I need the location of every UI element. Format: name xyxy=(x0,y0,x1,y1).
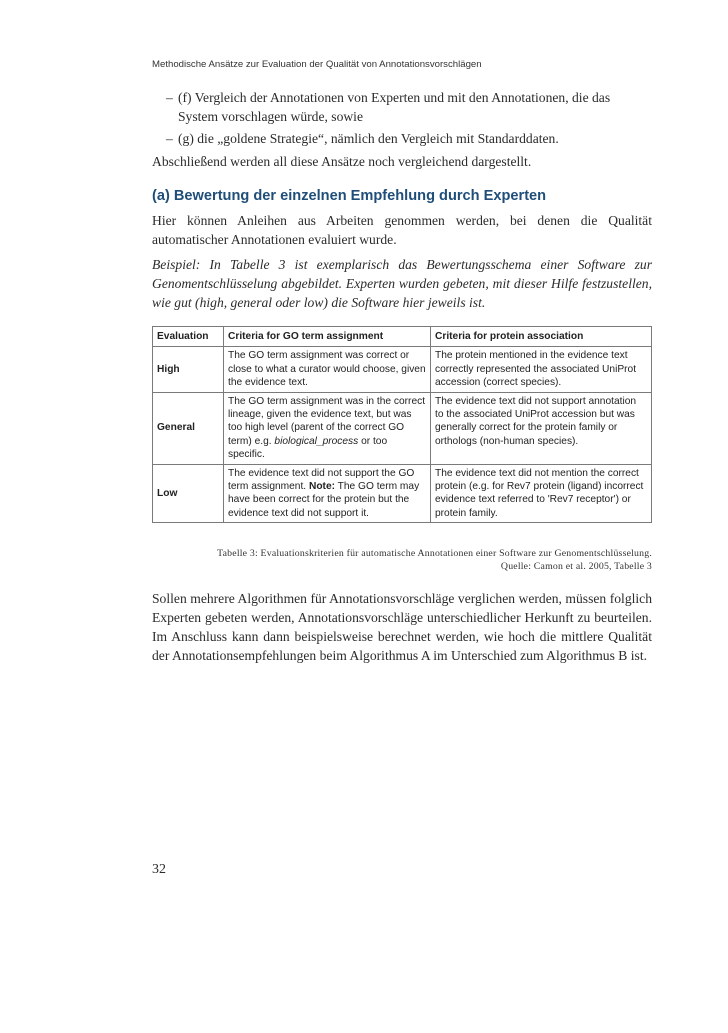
evaluation-cell: General xyxy=(153,392,224,464)
go-term-text: The evidence text did not support the GO term assignment. xyxy=(228,467,415,493)
running-header: Methodische Ansätze zur Evaluation der Qualität von Annotationsvorschlägen xyxy=(152,59,482,70)
go-term-cell xyxy=(224,392,431,464)
closing-paragraph: Sollen mehrere Algorithmen für Annotationsvorschläge verglichen werden, müssen folglich Experten gebeten werden, Annotationsvorschläge unterschiedlicher Herkunft zu beurteilen. Im Anschluss kann dann beispielsweise berechnet werden, wie hoch die mittlere Qualität der Annotationsempfehlungen beim Algorithmus A im Unterschied zum Algorithmus B ist. xyxy=(152,591,652,664)
go-term-text-end: The GO term may have been correct for the protein but the evidence text did not support it. xyxy=(228,481,420,519)
caption-source: Quelle: Camon et al. 2005, Tabelle 3 xyxy=(500,561,652,573)
list-dash: – xyxy=(166,131,173,146)
list-item-text: (f) Vergleich der Annotationen von Experten und mit den Annotationen, die das System vorschlagen würde, sowie xyxy=(178,90,611,124)
strategy-list xyxy=(152,88,652,148)
example-paragraph: Beispiel: In Tabelle 3 ist exemplarisch das Bewertungsschema einer Software zur Genomentschlüsselung abgebildet. Experten wurden gebeten, mit dieser Hilfe festzustellen, wie gut (high, general oder low) die Software hier jeweils ist. xyxy=(152,257,652,310)
table-header-row xyxy=(153,327,652,347)
list-dash: – xyxy=(166,90,173,105)
go-term-cell: The GO term assignment was correct or close to what a curator would choose, given the evidence text. xyxy=(224,347,431,392)
evaluation-cell: High xyxy=(153,347,224,392)
evaluation-criteria-table xyxy=(152,326,652,523)
go-term-italic: biological_process xyxy=(274,435,359,447)
go-term-text: The GO term assignment was in the correct lineage, given the evidence text, but was too high level (parent of the correct GO term) e.g. xyxy=(228,395,426,447)
table-row xyxy=(153,347,652,392)
page-content xyxy=(152,88,652,665)
table-caption xyxy=(152,547,652,573)
caption-title: Tabelle 3: Evaluationskriterien für automatische Annotationen einer Software zur Genomentschlüsselung. xyxy=(217,548,652,560)
intro-paragraph: Abschließend werden all diese Ansätze noch vergleichend dargestellt. xyxy=(152,154,532,169)
go-term-note: Note: xyxy=(308,481,335,493)
list-item-text: (g) die „goldene Strategie“, nämlich den Vergleich mit Standarddaten. xyxy=(178,131,559,146)
protein-cell: The protein mentioned in the evidence text correctly represented the associated UniProt accession (correct species). xyxy=(431,347,652,392)
list-item xyxy=(152,129,652,148)
go-term-text-end: or too specific. xyxy=(228,435,388,461)
column-header-evaluation: Evaluation xyxy=(153,327,224,347)
column-header-go-term: Criteria for GO term assignment xyxy=(224,327,431,347)
page-number: 32 xyxy=(152,862,166,877)
section-heading: (a) Bewertung der einzelnen Empfehlung durch Experten xyxy=(152,188,547,204)
column-header-protein: Criteria for protein association xyxy=(431,327,652,347)
table-row xyxy=(153,464,652,523)
evaluation-cell: Low xyxy=(153,464,224,523)
list-item xyxy=(152,88,652,126)
section-paragraph: Hier können Anleihen aus Arbeiten genommen werden, bei denen die Qualität automatischer Annotationen evaluiert wurde. xyxy=(152,213,652,247)
go-term-cell xyxy=(224,464,431,523)
protein-cell: The evidence text did not mention the correct protein (e.g. for Rev7 protein (ligand) incorrect evidence text referred to 'Rev7 receptor') or protein family. xyxy=(431,464,652,523)
protein-cell: The evidence text did not support annotation to the associated UniProt accession but was generally correct for the protein family or orthologs (non-human species). xyxy=(431,392,652,464)
table-row xyxy=(153,392,652,464)
